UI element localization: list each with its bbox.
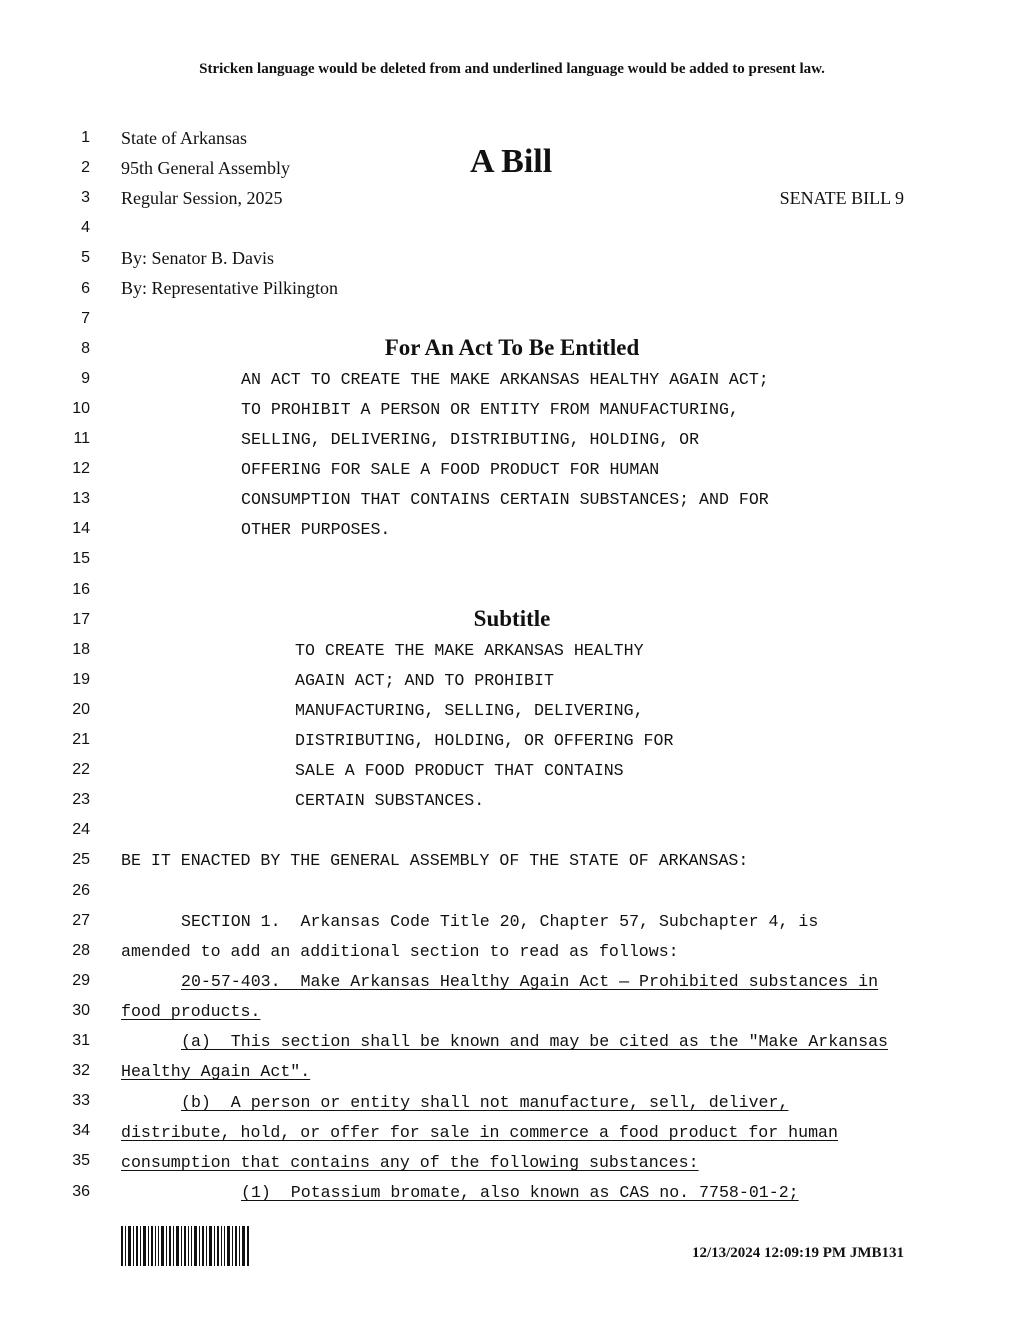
sponsor-senate: By: Senator B. Davis <box>121 248 274 268</box>
subtitle-line: CERTAIN SUBSTANCES. <box>295 791 485 810</box>
line-number: 10 <box>72 399 90 417</box>
bill-label: A Bill <box>470 143 553 180</box>
title-line: OTHER PURPOSES. <box>241 520 391 539</box>
line-number: 14 <box>72 520 90 538</box>
subtitle-line: TO CREATE THE MAKE ARKANSAS HEALTHY <box>295 641 644 660</box>
line-number: 29 <box>72 971 90 989</box>
code-section-title-cont: food products. <box>121 1002 261 1021</box>
state-name: State of Arkansas <box>121 128 247 148</box>
line-number: 12 <box>72 460 90 478</box>
bill-number: SENATE BILL 9 <box>779 188 904 208</box>
sponsor-house: By: Representative Pilkington <box>121 278 338 298</box>
barcode <box>121 1226 249 1266</box>
line-number: 3 <box>81 189 90 207</box>
amendment-notice: Stricken language would be deleted from and underlined language would be added to present law. <box>199 61 825 77</box>
session: Regular Session, 2025 <box>121 188 283 208</box>
line-number: 13 <box>72 490 90 508</box>
code-section-title: 20-57-403. Make Arkansas Healthy Again Act — Prohibited substances in <box>181 972 879 991</box>
line-number: 35 <box>72 1152 90 1170</box>
line-number: 32 <box>72 1062 90 1080</box>
line-number: 23 <box>72 791 90 809</box>
body-line: amended to add an additional section to read as follows: <box>121 942 679 961</box>
title-heading: For An Act To Be Entitled <box>384 335 640 360</box>
subtitle-line: MANUFACTURING, SELLING, DELIVERING, <box>295 701 644 720</box>
line-number: 27 <box>72 911 90 929</box>
title-line: SELLING, DELIVERING, DISTRIBUTING, HOLDING, OR <box>241 430 700 449</box>
line-number: 22 <box>72 761 90 779</box>
line-number: 9 <box>81 369 90 387</box>
section-heading: SECTION 1. Arkansas Code Title 20, Chapter 57, Subchapter 4, is <box>181 912 819 931</box>
line-number: 11 <box>73 430 90 447</box>
line-number: 26 <box>72 881 90 899</box>
line-number: 4 <box>81 219 90 237</box>
line-number: 16 <box>72 580 90 598</box>
title-line: CONSUMPTION THAT CONTAINS CERTAIN SUBSTANCES; AND FOR <box>241 490 769 509</box>
line-number: 18 <box>72 640 90 658</box>
line-number: 2 <box>81 159 90 177</box>
line-number: 34 <box>72 1122 90 1140</box>
subtitle-line: SALE A FOOD PRODUCT THAT CONTAINS <box>295 761 624 780</box>
line-number: 8 <box>81 339 90 357</box>
subsection-b-cont: distribute, hold, or offer for sale in commerce a food product for human <box>121 1123 838 1142</box>
item-1: (1) Potassium bromate, also known as CAS no. 7758-01-2; <box>241 1183 799 1202</box>
line-number: 1 <box>81 129 90 146</box>
title-line: AN ACT TO CREATE THE MAKE ARKANSAS HEALTHY AGAIN ACT; <box>241 370 769 389</box>
subtitle-line: DISTRIBUTING, HOLDING, OR OFFERING FOR <box>295 731 674 750</box>
line-number: 17 <box>72 610 90 628</box>
line-number: 6 <box>81 279 90 297</box>
line-number: 5 <box>81 249 90 267</box>
enacting-clause: BE IT ENACTED BY THE GENERAL ASSEMBLY OF THE STATE OF ARKANSAS: <box>121 851 749 870</box>
line-number: 25 <box>72 851 90 869</box>
line-number: 20 <box>72 700 90 718</box>
line-number: 24 <box>72 821 90 839</box>
subsection-a-cont: Healthy Again Act". <box>121 1062 311 1081</box>
footer-timestamp: 12/13/2024 12:09:19 PM JMB131 <box>691 1245 904 1261</box>
line-number: 33 <box>72 1092 90 1110</box>
title-line: OFFERING FOR SALE A FOOD PRODUCT FOR HUMAN <box>241 460 660 479</box>
subsection-b-cont: consumption that contains any of the following substances: <box>121 1153 699 1172</box>
line-number: 19 <box>72 670 90 688</box>
subtitle-line: AGAIN ACT; AND TO PROHIBIT <box>295 671 554 690</box>
line-number: 15 <box>72 550 90 568</box>
line-number: 21 <box>72 731 90 748</box>
line-number: 30 <box>72 1001 90 1019</box>
subsection-a: (a) This section shall be known and may be cited as the "Make Arkansas <box>181 1032 889 1051</box>
general-assembly: 95th General Assembly <box>121 158 290 178</box>
line-number: 28 <box>72 941 90 959</box>
subtitle-heading: Subtitle <box>473 606 551 631</box>
line-number: 31 <box>72 1032 90 1049</box>
subsection-b: (b) A person or entity shall not manufacture, sell, deliver, <box>181 1093 789 1112</box>
line-number: 7 <box>81 309 90 327</box>
line-number: 36 <box>72 1182 90 1200</box>
title-line: TO PROHIBIT A PERSON OR ENTITY FROM MANUFACTURING, <box>241 400 739 419</box>
